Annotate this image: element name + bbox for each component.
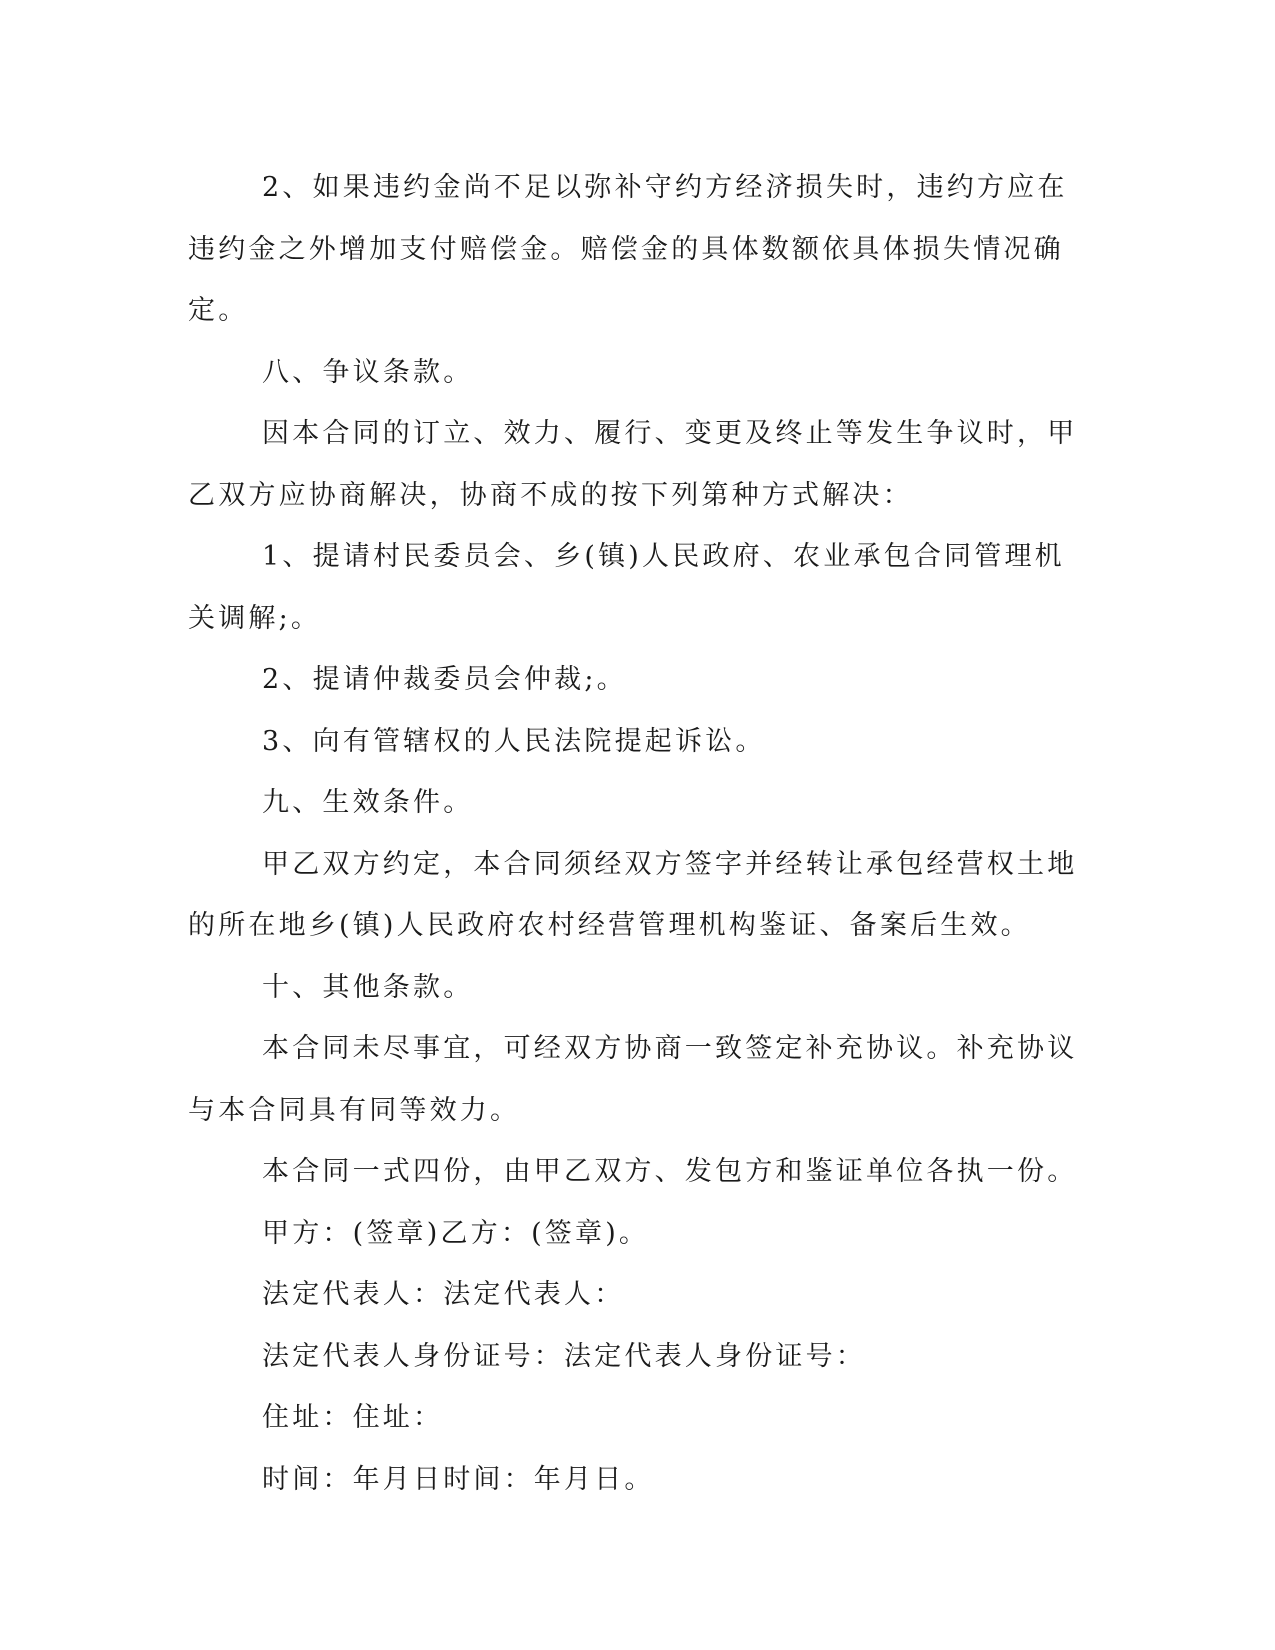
signature-line-date: 时间：年月日时间：年月日。 bbox=[262, 1463, 655, 1495]
paragraph-dispute: 因本合同的订立、效力、履行、变更及终止等发生争议时，甲乙双方应协商解决，协商不成的按下列第种方式解决： bbox=[188, 418, 1078, 511]
paragraph-litigation: 3、向有管辖权的人民法院提起诉讼。 bbox=[262, 725, 766, 757]
signature-line-representative: 法定代表人：法定代表人： bbox=[262, 1279, 625, 1310]
paragraph-supplement: 本合同未尽事宜，可经双方协商一致签定补充协议。补充协议与本合同具有同等效力。 bbox=[188, 1033, 1078, 1126]
document-body bbox=[188, 157, 1078, 1510]
heading-dispute-clause: 八、争议条款。 bbox=[262, 356, 474, 388]
signature-line-parties: 甲方：(签章)乙方：(签章)。 bbox=[262, 1217, 650, 1249]
heading-effective-conditions: 九、生效条件。 bbox=[262, 787, 474, 818]
paragraph-mediation: 1、提请村民委员会、乡(镇)人民政府、农业承包合同管理机关调解;。 bbox=[188, 541, 1065, 634]
paragraph-arbitration: 2、提请仲裁委员会仲裁;。 bbox=[262, 664, 627, 695]
heading-other-clauses: 十、其他条款。 bbox=[262, 971, 474, 1003]
paragraph-copies: 本合同一式四份，由甲乙双方、发包方和鉴证单位各执一份。 bbox=[262, 1156, 1078, 1187]
signature-line-address: 住址：住址： bbox=[262, 1402, 444, 1433]
paragraph-effective: 甲乙双方约定，本合同须经双方签字并经转让承包经营权土地的所在地乡(镇)人民政府农村经营管理机构鉴证、备案后生效。 bbox=[188, 848, 1078, 941]
signature-line-id-number: 法定代表人身份证号：法定代表人身份证号： bbox=[262, 1340, 866, 1372]
paragraph-compensation: 2、如果违约金尚不足以弥补守约方经济损失时，违约方应在违约金之外增加支付赔偿金。赔偿金的具体数额依具体损失情况确定。 bbox=[188, 172, 1068, 326]
